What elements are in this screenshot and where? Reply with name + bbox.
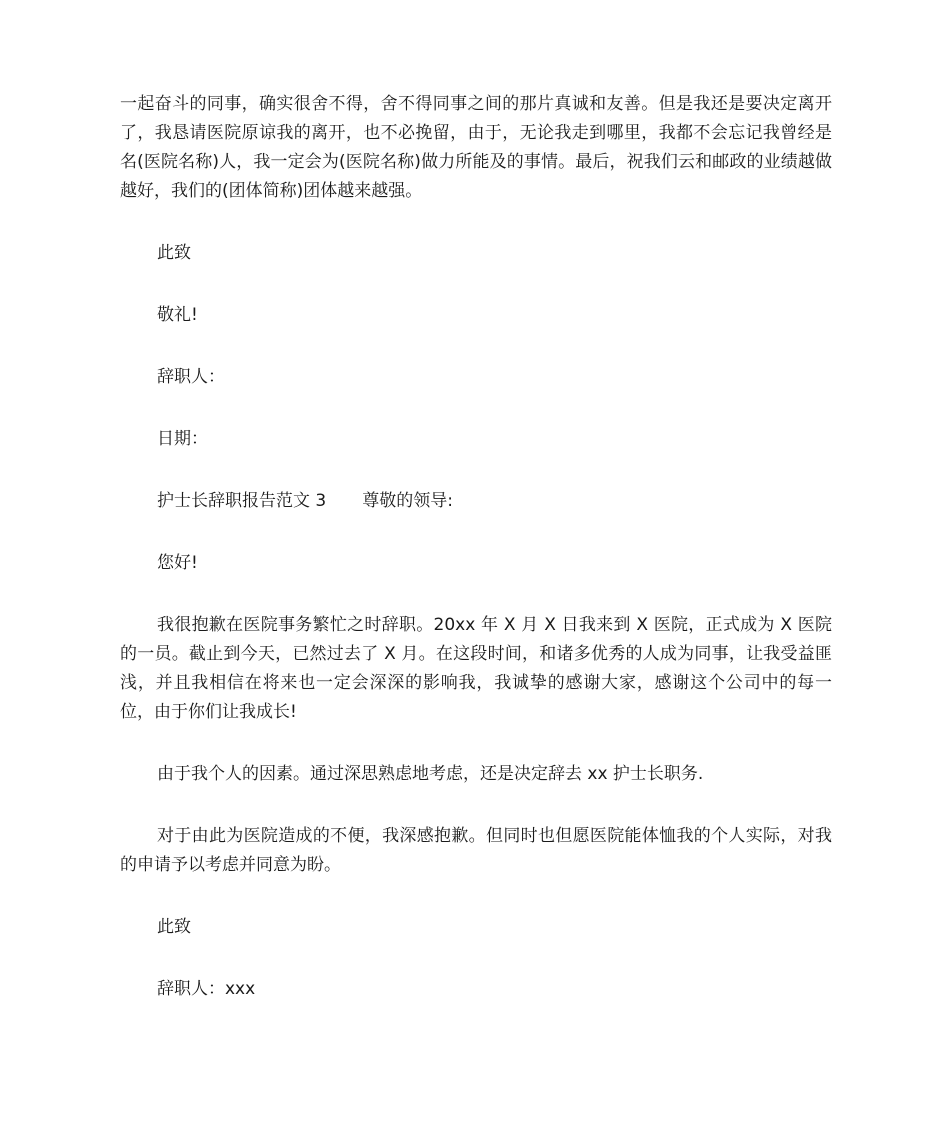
- document-page: [120, 90, 832, 1004]
- body-paragraph-1: 一起奋斗的同事，确实很舍不得，舍不得同事之间的那片真诚和友善。但是我还是要决定离开了，我恳请医院原谅我的离开，也不必挽留，由于，无论我走到哪里，我都不会忘记我曾经是名(医院名称)人，我一定会为(医院名称)做力所能及的事情。最后，祝我们云和邮政的业绩越做越好，我们的(团体简称)团体越来越强。: [120, 94, 832, 201]
- section-title: 护士长辞职报告范文 3: [157, 491, 327, 511]
- body-paragraph-4: 对于由此为医院造成的不便，我深感抱歉。但同时也但愿医院能体恤我的个人实际，对我的申请予以考虑并同意为盼。: [120, 826, 832, 875]
- closing-salutation-1: 此致: [157, 243, 191, 263]
- body-paragraph-3: 由于我个人的因素。通过深思熟虑地考虑，还是决定辞去 xx 护士长职务.: [157, 764, 704, 784]
- date-label: 日期：: [157, 429, 208, 449]
- resigner-label-1: 辞职人：: [157, 367, 225, 387]
- body-paragraph-2: 我很抱歉在医院事务繁忙之时辞职。20xx 年 X 月 X 日我来到 X 医院，正式成为 X 医院的一员。截止到今天，已然过去了 X 月。在这段时间，和诸多优秀的人成为同事，让我受益匪浅，并且我相信在将来也一定会深深的影响我，我诚挚的感谢大家，感谢这个公司中的每一位，由于你们让我成长!: [120, 615, 832, 722]
- respect-line: 敬礼!: [157, 305, 198, 325]
- closing-salutation-2: 此致: [157, 917, 191, 937]
- resigner-label-2: 辞职人：xxx: [157, 979, 256, 999]
- salutation: 尊敬的领导:: [362, 491, 453, 511]
- greeting: 您好!: [157, 553, 198, 573]
- section-heading-line: [120, 487, 832, 516]
